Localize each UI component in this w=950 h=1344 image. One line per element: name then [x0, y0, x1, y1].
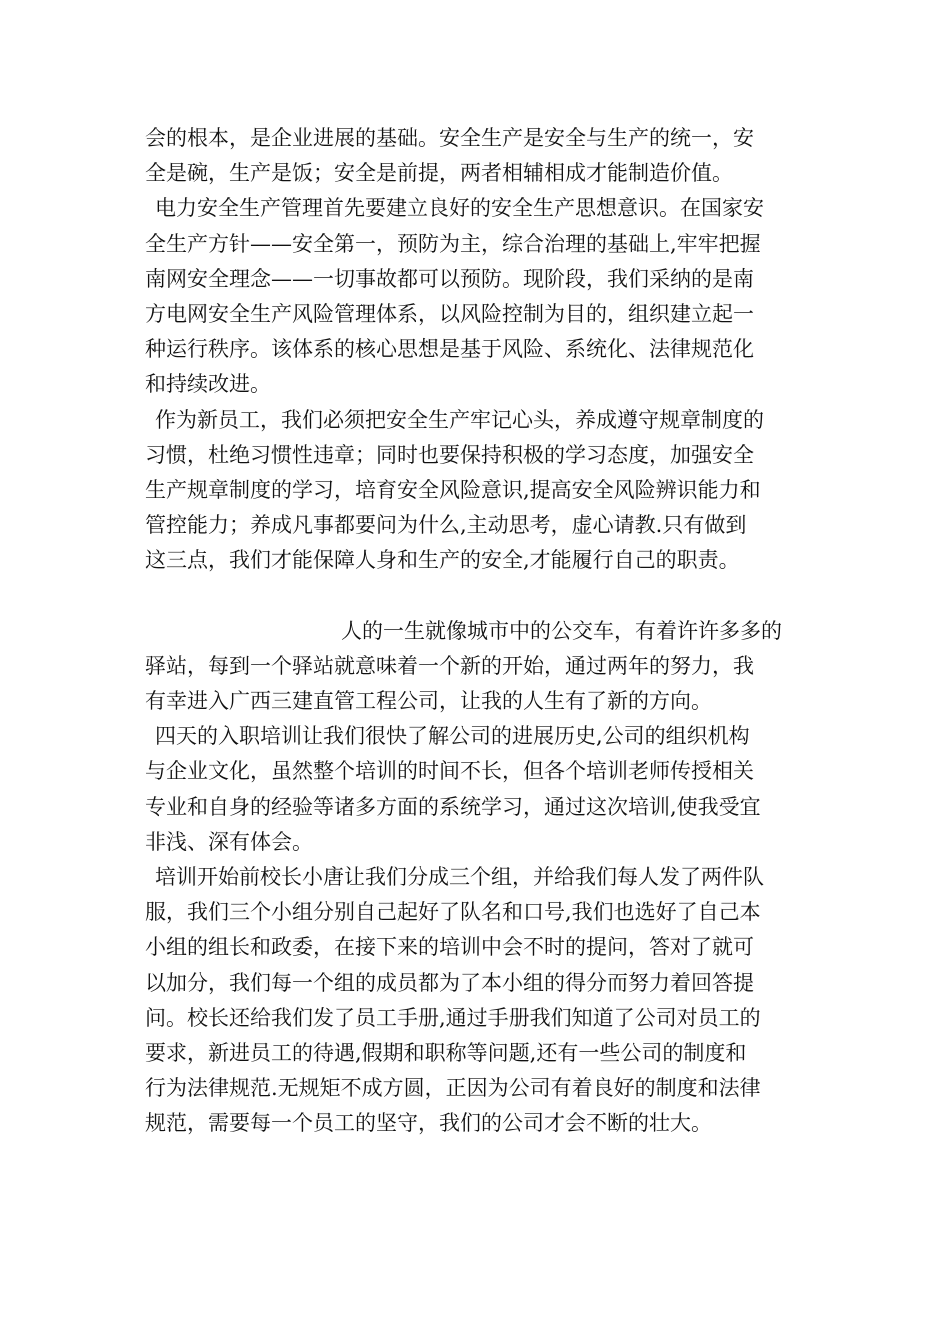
text-line: 要求，新进员工的待遇,假期和职称等问题,还有一些公司的制度和: [145, 1040, 747, 1065]
text-line: 驿站，每到一个驿站就意味着一个新的开始，通过两年的努力，我: [145, 653, 754, 678]
text-line: 服，我们三个小组分别自己起好了队名和口号,我们也选好了自己本: [145, 900, 761, 925]
document-body: [145, 121, 810, 1141]
paragraph-start-line: 电力安全生产管理首先要建立良好的安全生产思想意识。在国家安: [155, 196, 764, 221]
paragraph-gap: [145, 578, 810, 613]
text-line: 小组的组长和政委，在接下来的培训中会不时的提问，答对了就可: [145, 935, 754, 960]
text-line: 生产规章制度的学习，培育安全风险意识,提高安全风险辨识能力和: [145, 477, 761, 502]
text-line: 以加分，我们每一个组的成员都为了本小组的得分而努力着回答提: [145, 970, 754, 995]
paragraph-start-line: 培训开始前校长小唐让我们分成三个组，并给我们每人发了两件队: [155, 864, 764, 889]
text-line: 规范，需要每一个员工的坚守，我们的公司才会不断的壮大。: [145, 1111, 712, 1136]
text-line: 南网安全理念——一切事故都可以预防。现阶段，我们采纳的是南: [145, 266, 754, 291]
text-line: 专业和自身的经验等诸多方面的系统学习，通过这次培训,使我受宜: [145, 794, 761, 819]
text-line: 这三点，我们才能保障人身和生产的安全,才能履行自己的职责。: [145, 548, 740, 573]
text-line: 与企业文化，虽然整个培训的时间不长，但各个培训老师传授相关: [145, 759, 754, 784]
text-line: 管控能力；养成凡事都要问为什么,主动思考，虚心请教.只有做到: [145, 513, 747, 538]
text-line: 习惯，杜绝习惯性违章；同时也要保持积极的学习态度，加强安全: [145, 442, 754, 467]
text-line: 种运行秩序。该体系的核心思想是基于风险、系统化、法律规范化: [145, 337, 754, 362]
paragraph-start-line: 四天的入职培训让我们很快了解公司的进展历史,公司的组织机构: [155, 724, 750, 749]
text-line: 全生产方针——安全第一，预防为主，综合治理的基础上,牢牢把握: [145, 231, 761, 256]
paragraph-start-line: 作为新员工，我们必须把安全生产牢记心头，养成遵守规章制度的: [155, 407, 764, 432]
text-line: 全是碗，生产是饭；安全是前提，两者相辅相成才能制造价值。: [145, 161, 733, 186]
text-line: 有幸进入广西三建直管工程公司，让我的人生有了新的方向。: [145, 689, 712, 713]
text-line: 行为法律规范.无规矩不成方圆，正因为公司有着良好的制度和法律: [145, 1076, 761, 1101]
text-line: 会的根本，是企业进展的基础。安全生产是安全与生产的统一，安: [145, 126, 754, 150]
text-line: 非浅、深有体会。: [145, 829, 313, 854]
paragraph-start-line: 人的一生就像城市中的公交车，有着许许多多的: [341, 618, 782, 643]
text-line: 方电网安全生产风险管理体系，以风险控制为目的，组织建立起一: [145, 301, 754, 326]
text-line: 问。校长还给我们发了员工手册,通过手册我们知道了公司对员工的: [145, 1005, 761, 1030]
text-line: 和持续改进。: [145, 372, 271, 397]
